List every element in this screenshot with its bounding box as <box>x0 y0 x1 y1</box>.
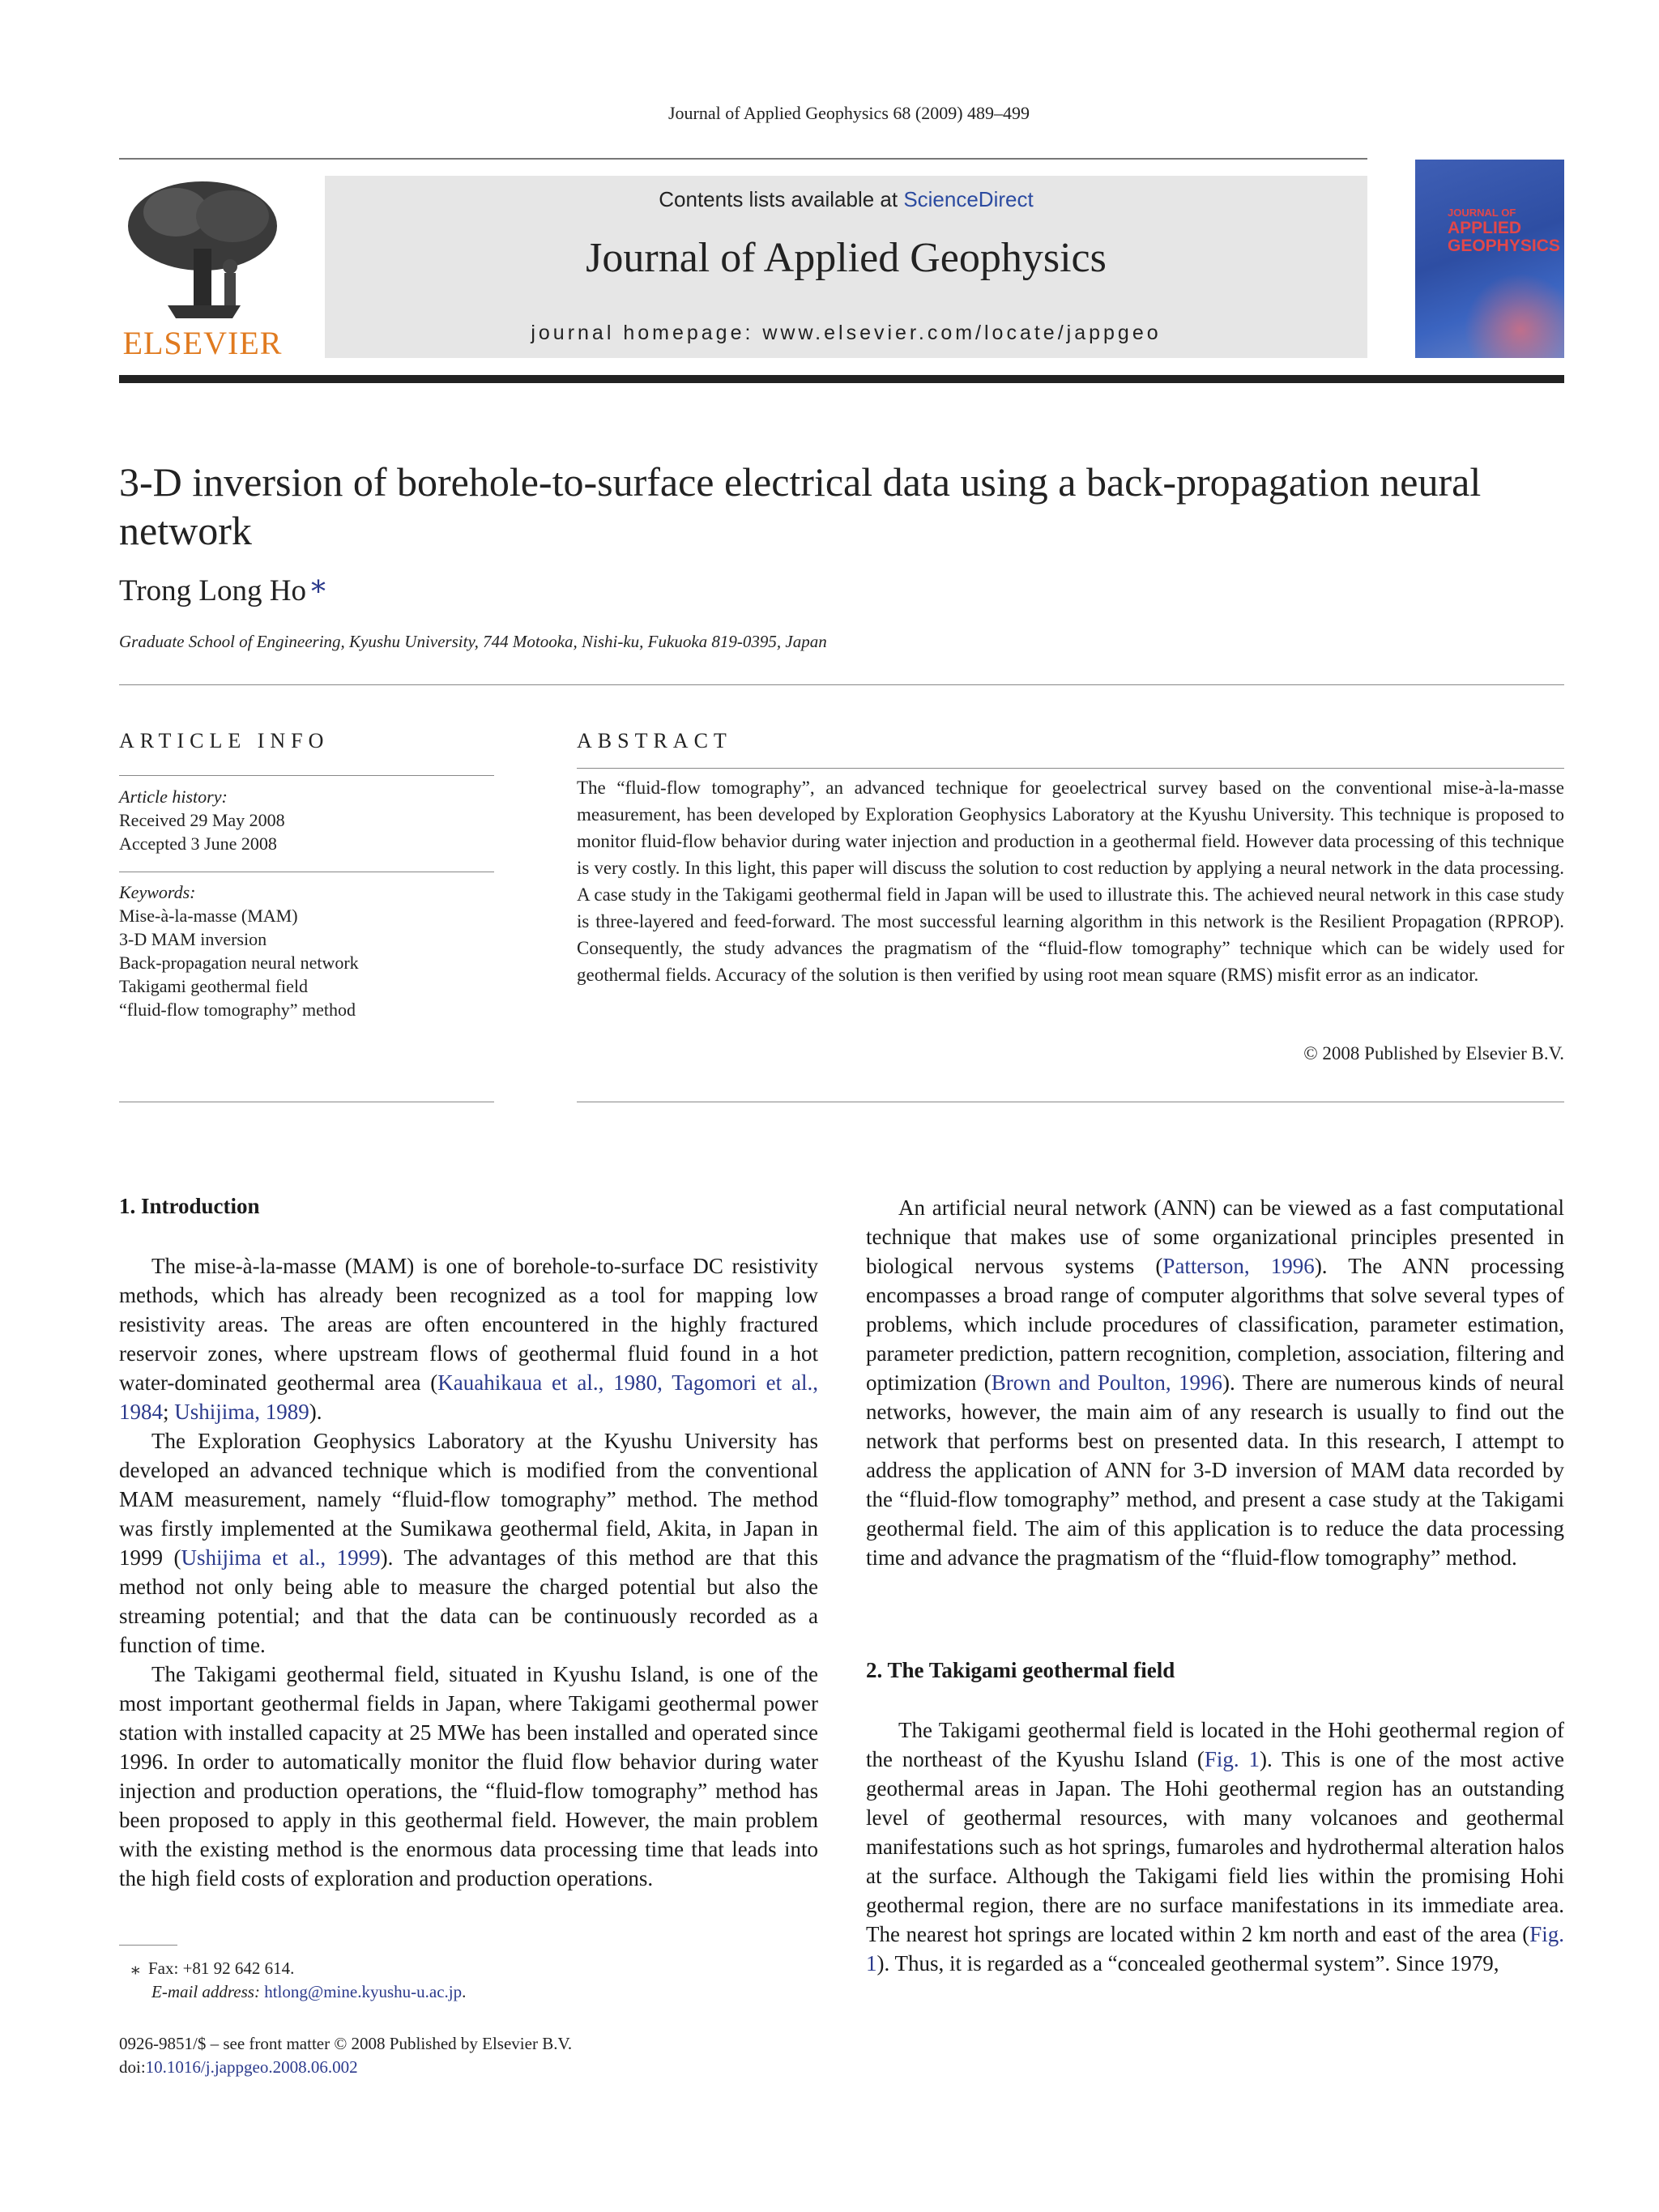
paragraph <box>119 1251 818 1426</box>
journal-homepage[interactable]: journal homepage: www.elsevier.com/locate/jappgeo <box>531 322 1162 344</box>
paragraph-text: The Exploration Geophysics Laboratory at the Kyushu University has developed an advanced technique which is modified from the conventional MAM measurement, namely “fluid-flow tomography” method. The method was firstly implemented at the Sumikawa geothermal field, Akita, in Japan in 1999 ( <box>119 1429 818 1570</box>
keyword-item: “fluid-flow tomography” method <box>119 999 356 1020</box>
contents-prefix: Contents lists available at <box>659 187 904 211</box>
abstract-heading: ABSTRACT <box>577 729 732 752</box>
footnote-rule <box>119 1945 177 1946</box>
email-end: . <box>462 1982 467 2001</box>
received-date: Received 29 May 2008 <box>119 810 285 830</box>
citation-link[interactable]: Patterson, 1996 <box>1162 1254 1315 1278</box>
article-title: 3-D inversion of borehole-to-surface electrical data using a back-propagation neural network <box>119 459 1482 553</box>
paragraph-text: The Takigami geothermal field is located in the Hohi geothermal region of the northeast of the Kyushu Island ( <box>866 1718 1564 1771</box>
article-info-rule <box>119 775 494 776</box>
fax-number: Fax: +81 92 642 614. <box>148 1958 295 1978</box>
paragraph <box>866 1715 1564 1978</box>
paragraph: The Takigami geothermal field, situated in Kyushu Island, is one of the most important geothermal fields in Japan, where Takigami geothermal power station with installed capacity at 25 MWe has been installed and operated since 1996. In order to automatically monitor the fluid flow behavior during water injection and production operations, the “fluid-flow tomography” method has been proposed to apply in this geothermal field. However, the main problem with the existing method is the enormous data processing time that leads into the high field costs of exploration and production operations. <box>119 1662 818 1890</box>
author-name: Trong Long Ho <box>119 574 306 607</box>
citation-link[interactable]: Ushijima et al., 1999 <box>181 1545 381 1570</box>
fax-line <box>131 1957 779 1980</box>
keywords-block <box>119 880 494 1021</box>
left-column-text <box>119 1251 818 1893</box>
journal-name: Journal of Applied Geophysics <box>586 235 1107 281</box>
email-link[interactable]: htlong@mine.kyushu-u.ac.jp <box>264 1982 463 2001</box>
issn-line: 0926-9851/$ – see front matter © 2008 Published by Elsevier B.V. <box>119 2034 573 2053</box>
abstract-text: The “fluid-flow tomography”, an advanced technique for geoelectrical survey based on the conventional mise-à-la-masse measurement, has been developed by Exploration Geophysics Laboratory at the Kyushu University. This technique is proposed to monitor fluid-flow behavior during water injection and production in a geothermal field. However data processing of this technique is very costly. In this light, this paper will discuss the solution to cost reduction by applying a neural network in the data processing. A case study in the Takigami geothermal field in Japan will be used to illustrate this. The achieved neural network in this case study is three-layered and feed-forward. The most successful learning algorithm in this network is the Resilient Propagation (RPROP). Consequently, the study advances the pragmatism of the “fluid-flow tomography” technique which can be widely used for geothermal fields. Accuracy of the solution is then verified by using root mean square (RMS) misfit error as an indicator. <box>577 778 1564 985</box>
paragraph <box>119 1426 818 1660</box>
journal-reference: Journal of Applied Geophysics 68 (2009) 489–499 <box>667 103 1030 123</box>
keywords-label: Keywords: <box>119 882 196 902</box>
author-footnote <box>131 1957 779 2004</box>
right-column-text <box>866 1193 1564 1572</box>
masthead-rule <box>119 375 1564 383</box>
cover-art <box>1464 273 1564 358</box>
paragraph-text: ; <box>163 1400 175 1424</box>
doi-link[interactable]: 10.1016/j.jappgeo.2008.06.002 <box>145 2057 358 2077</box>
cover-title-line: JOURNAL OF <box>1448 207 1516 219</box>
article-history <box>119 785 494 855</box>
keyword-item: Mise-à-la-masse (MAM) <box>119 906 298 926</box>
abstract-copyright: © 2008 Published by Elsevier B.V. <box>1303 1043 1564 1063</box>
paragraph-text: ). Thus, it is regarded as a “concealed geothermal system”. Since 1979, <box>876 1951 1499 1975</box>
journal-cover-thumbnail[interactable] <box>1415 160 1564 358</box>
section-heading-introduction: 1. Introduction <box>119 1194 260 1218</box>
affiliation: Graduate School of Engineering, Kyushu University, 744 Motooka, Nishi-ku, Fukuoka 819-0395, Japan <box>119 632 827 651</box>
paragraph <box>866 1193 1564 1572</box>
email-label: E-mail address: <box>151 1982 260 2001</box>
section-heading-takigami: 2. The Takigami geothermal field <box>866 1658 1175 1682</box>
keyword-item: Takigami geothermal field <box>119 976 309 996</box>
doi-line <box>119 2056 848 2079</box>
email-line <box>131 1980 779 2004</box>
accepted-date: Accepted 3 June 2008 <box>119 833 277 854</box>
paragraph-text: ). The advantages of this method are that this method not only being able to measure the charged potential but also the streaming potential; and that the data can be continuously recorded as a function of time. <box>119 1545 818 1657</box>
publisher-logo[interactable] <box>119 176 286 362</box>
abstract-rule <box>577 768 1564 769</box>
cover-title-line: APPLIED <box>1448 219 1522 237</box>
cover-title-line: GEOPHYSICS <box>1448 237 1560 255</box>
right-column-section-2 <box>866 1715 1564 1978</box>
keyword-item: 3-D MAM inversion <box>119 929 267 949</box>
paragraph-text: ). There are numerous kinds of neural networks, however, the main aim of any research is usually to find out the network that performs best on presented data. In this research, I attempt to address the application of ANN for 3-D inversion of MAM data recorded by the “fluid-flow tomography” method, and present a case study at the Takigami geothermal field. The aim of this application is to reduce the data processing time and advance the pragmatism of the “fluid-flow tomography” method. <box>866 1370 1565 1570</box>
footnote-mark: ⁎ <box>131 1958 140 1978</box>
cover-title <box>1448 207 1560 255</box>
title-rule <box>119 684 1564 685</box>
citation-link[interactable]: Kauahikaua et al., 1980, Tagomori et al., 1984 <box>119 1370 818 1424</box>
article-info-heading: ARTICLE INFO <box>119 729 330 752</box>
citation-link[interactable]: Ushijima, 1989 <box>174 1400 309 1424</box>
paragraph-text: An artificial neural network (ANN) can be viewed as a fast computational technique that makes use of some organizational principles presented in biological nervous systems ( <box>866 1196 1564 1278</box>
paragraph-text: ). <box>309 1400 322 1424</box>
corresponding-author-mark[interactable]: ⁎ <box>310 566 326 599</box>
doi-label: doi: <box>119 2057 146 2077</box>
keyword-item: Back-propagation neural network <box>119 953 359 973</box>
header-rule <box>119 158 1367 160</box>
paragraph-text: ). The ANN processing encompasses a broad range of computer algorithms that solve several types of problems, which include procedures of classification, parameter estimation, parameter prediction, pattern recognition, completion, association, filtering and optimization ( <box>866 1254 1564 1395</box>
front-matter <box>119 2032 848 2079</box>
paragraph-text: ). This is one of the most active geothermal areas in Japan. The Hohi geothermal region has an outstanding level of geothermal resources, with many volcanoes and geothermal manifestations such as hot springs, fumaroles and hydrothermal alteration halos at the surface. Although the Takigami field lies within the promising Hohi geothermal region, there are no surface manifestations in its immediate area. The nearest hot springs are located within 2 km north and east of the area ( <box>866 1747 1564 1946</box>
sciencedirect-link[interactable]: ScienceDirect <box>903 187 1034 211</box>
journal-masthead <box>325 176 1367 358</box>
author-line <box>119 566 326 608</box>
history-label: Article history: <box>119 786 228 807</box>
figure-link[interactable]: Fig. 1 <box>1204 1747 1260 1771</box>
tree-logo-icon <box>119 176 286 322</box>
publisher-logo-text: ELSEVIER <box>122 325 283 361</box>
contents-line <box>325 187 1367 212</box>
paragraph-text: The mise-à-la-masse (MAM) is one of borehole-to-surface DC resistivity methods, which has already been recognized as a tool for mapping low resistivity areas. The areas are often encountered in the highly fractured reservoir zones, where upstream flows of geothermal fluid found in a hot water-dominated geothermal area ( <box>119 1254 818 1395</box>
figure-link[interactable]: Fig. 1 <box>866 1922 1564 1975</box>
citation-link[interactable]: Brown and Poulton, 1996 <box>991 1370 1222 1395</box>
